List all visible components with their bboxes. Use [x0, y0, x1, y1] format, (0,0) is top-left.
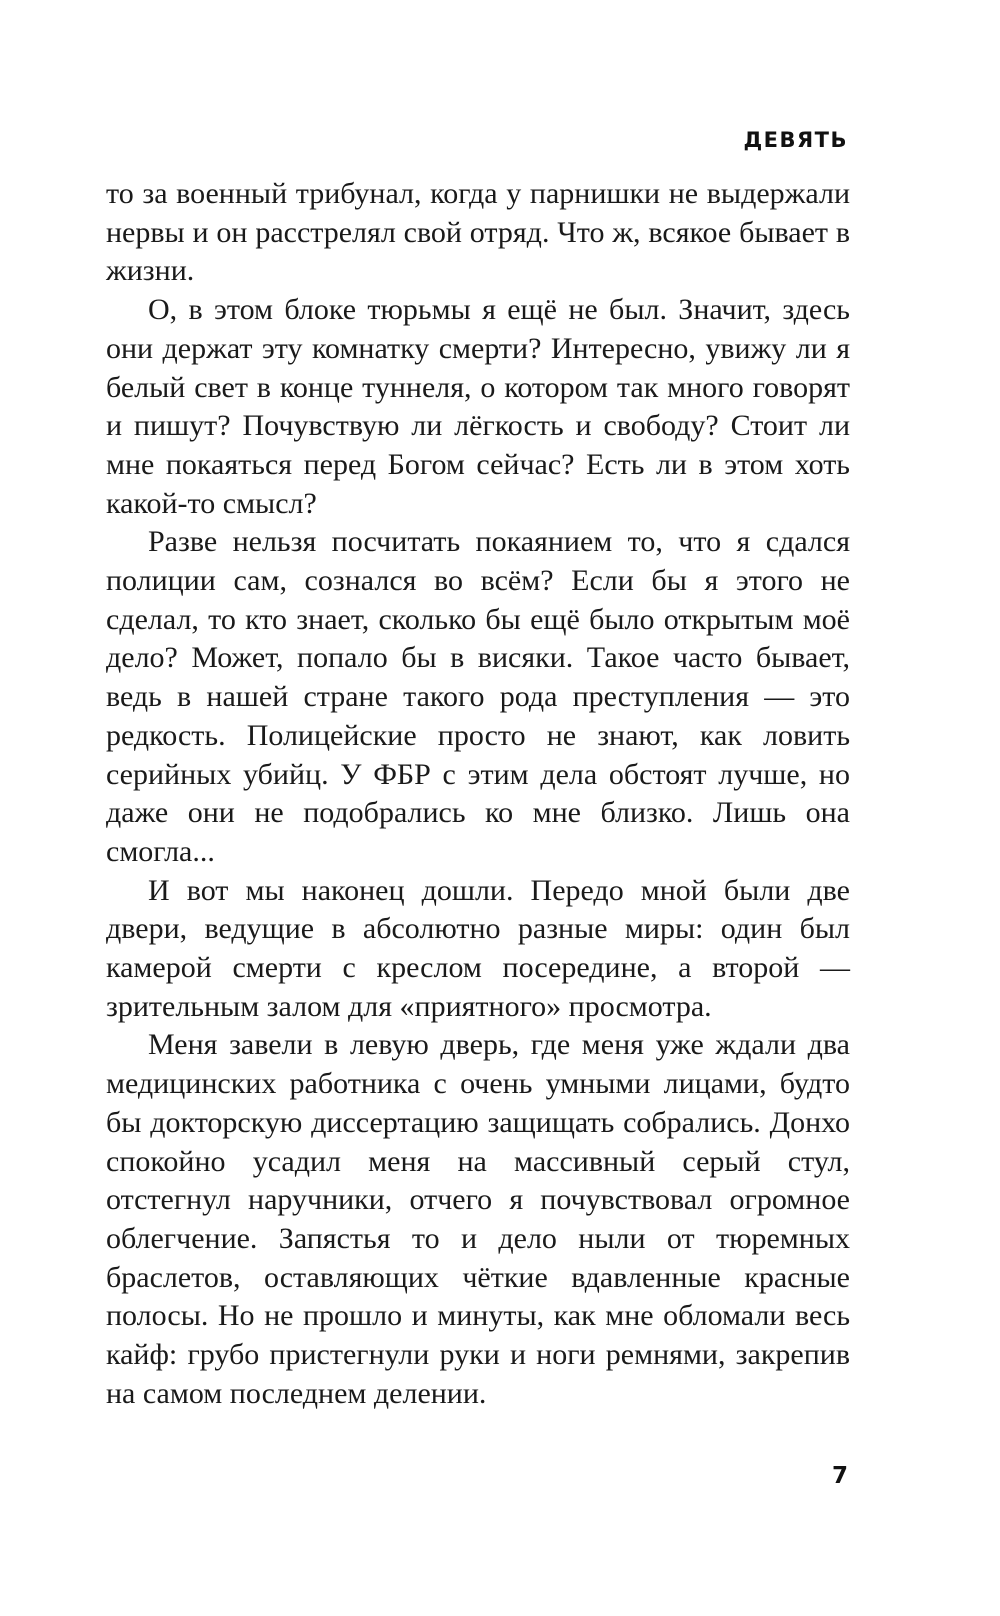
paragraph: Меня завели в левую дверь, где меня уже ждали два медицинских работника с очень умными лицами, будто бы докторскую диссертацию защищать собрались. Донхо спокойно усадил меня на массивный серый стул, отстегнул наручники, отчего я почувствовал огромное облегчение. Запястья то и дело ныли от тюремных браслетов, оставляющих чёткие вдавленные красные полосы. Но не прошло и минуты, как мне обломали весь кайф: грубо пристегнули руки и ноги ремнями, закрепив на самом последнем делении.: [106, 1028, 850, 1410]
paragraph: О, в этом блоке тюрьмы я ещё не был. Значит, здесь они держат эту комнатку смерти? Интересно, увижу ли я белый свет в конце туннеля, о котором так много говорят и пишут? Почувствую ли лёгкость и свободу? Стоит ли мне покаяться перед Богом сейчас? Есть ли в этом хоть какой-то смысл?: [106, 293, 850, 520]
paragraph: то за военный трибунал, когда у парнишки не выдержали нервы и он расстрелял свой отряд. Что ж, всякое бывает в жизни.: [106, 177, 850, 288]
running-head: ДЕВЯТЬ: [743, 128, 848, 152]
page-number: 7: [831, 1463, 848, 1489]
paragraph: Разве нельзя посчитать покаянием то, что я сдался полиции сам, сознался во всём? Если бы я этого не сделал, то кто знает, сколько бы ещё было открытым моё дело? Может, попало бы в висяки. Такое часто бывает, ведь в нашей стране такого рода преступления — это редкость. Полицейские просто не знают, как ловить серийных убийц. У ФБР с этим дела обстоят лучше, но даже они не подобрались ко мне близко. Лишь она смогла...: [106, 525, 850, 868]
body-text: [106, 175, 850, 1414]
paragraph: И вот мы наконец дошли. Передо мной были две двери, ведущие в абсолютно разные миры: один был камерой смерти с креслом посередине, а второй — зрительным залом для «приятного» просмотра.: [106, 873, 850, 1023]
